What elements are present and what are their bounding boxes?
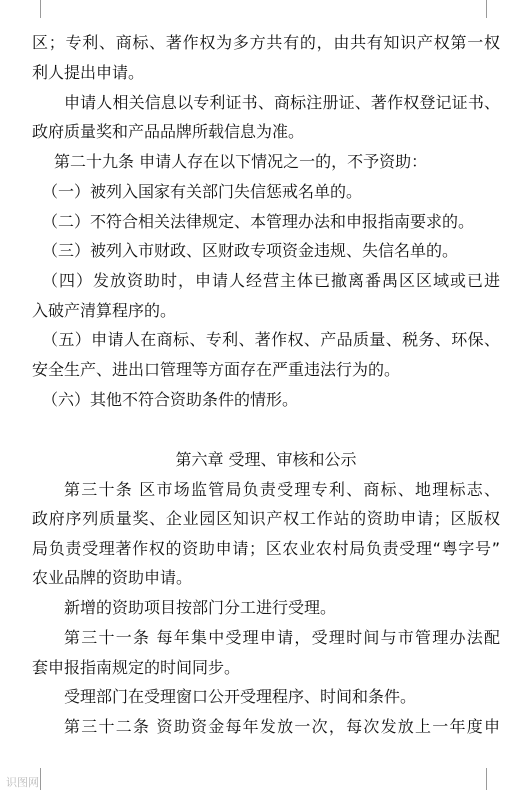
article-29-heading-line: 第二十九条 申请人存在以下情况之一的，不予资助： [54,152,428,171]
chapter-heading: 第六章 受理、审核和公示 [175,450,357,469]
list-item-5: （五）申请人在商标、专利、著作权、产品质量、税务、环保、 [42,330,500,349]
body-line: 局负责受理著作权的资助申请；区农业农村局负责受理“粤字号” [32,539,500,558]
body-line: 区；专利、商标、著作权为多方共有的，由共有知识产权第一权 [32,33,500,52]
list-item-3: （三）被列入市财政、区财政专项资金违规、失信名单的。 [42,241,459,260]
body-line: 安全生产、进出口管理等方面存在严重违法行为的。 [32,360,401,379]
article-32-line: 第三十二条 资助资金每年发放一次，每次发放上一年度申 [64,717,500,736]
page-corner-mark-bottom-right [486,768,503,790]
list-item-1: （一）被列入国家有关部门失信惩戒名单的。 [42,182,363,201]
page-corner-mark-top-right [486,0,503,18]
body-line: 申请人相关信息以专利证书、商标注册证、著作权登记证书、 [64,93,500,112]
body-line: 农业品牌的资助申请。 [32,568,193,587]
body-line: 新增的资助项目按部门分工进行受理。 [64,598,337,617]
body-line: 利人提出申请。 [32,63,145,82]
body-line: 受理部门在受理窗口公开受理程序、时间和条件。 [64,687,417,706]
watermark: 识图网 [6,776,39,789]
list-item-2: （二）不符合相关法律规定、本管理办法和申报指南要求的。 [42,212,475,231]
list-item-6: （六）其他不符合资助条件的情形。 [42,390,299,409]
article-31-line: 第三十一条 每年集中受理申请，受理时间与市管理办法配 [64,628,500,647]
article-30-line: 第三十条 区市场监管局负责受理专利、商标、地理标志、 [64,480,500,499]
body-line: 政府质量奖和产品品牌所载信息为准。 [32,122,305,141]
body-line: 入破产清算程序的。 [32,301,177,320]
page-corner-mark-top-left [24,0,41,18]
body-line: 政府序列质量奖、企业园区知识产权工作站的资助申请；区版权 [32,509,500,528]
list-item-4: （四）发放资助时，申请人经营主体已撤离番禺区区域或已进 [42,271,500,290]
body-line: 套申报指南规定的时间同步。 [32,658,241,677]
